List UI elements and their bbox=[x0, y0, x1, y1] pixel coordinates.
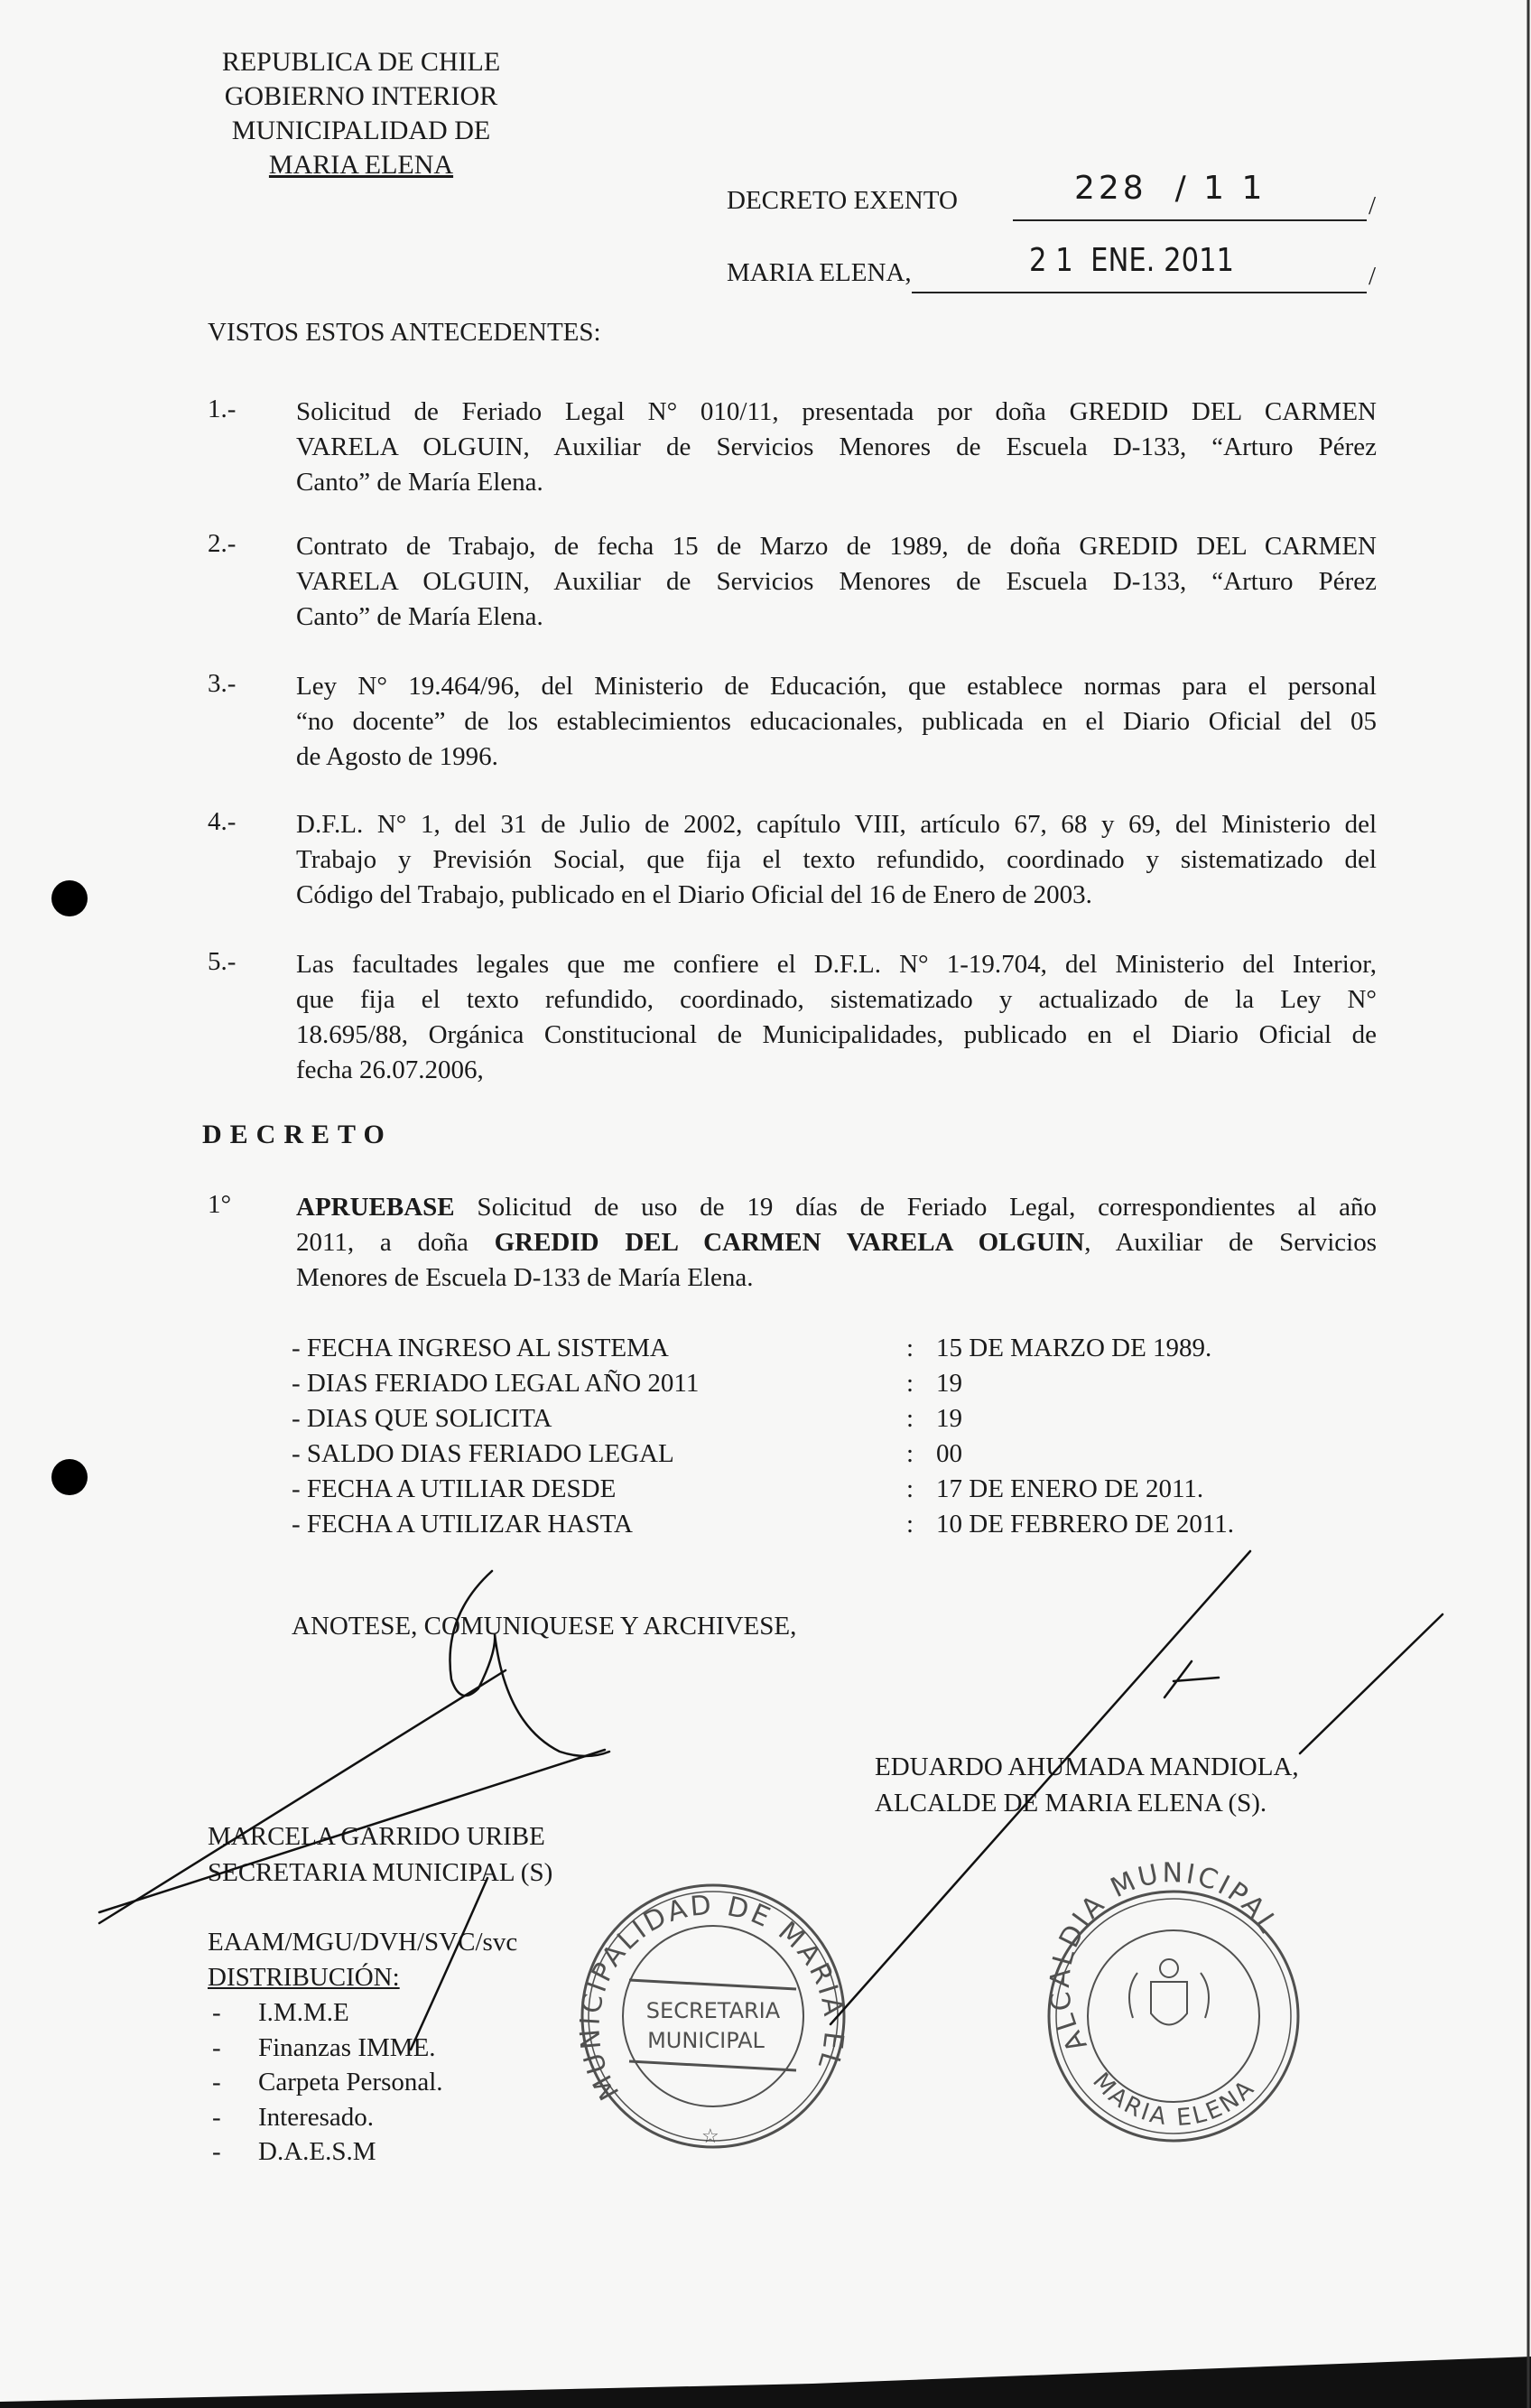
field-label: - DIAS FERIADO LEGAL AÑO 2011 bbox=[292, 1369, 700, 1398]
field-label: - FECHA A UTILIZAR HASTA bbox=[292, 1510, 633, 1539]
decree-number: 228 / 1 1 bbox=[1074, 170, 1267, 207]
decreto-title: DECRETO bbox=[202, 1120, 393, 1149]
text-line: que fija el texto refundido, coordinado, sistematizado y actualizado de la Ley N° bbox=[296, 985, 1377, 1014]
left-signatory-title: SECRETARIA MUNICIPAL (S) bbox=[208, 1858, 553, 1887]
field-value: 10 DE FEBRERO DE 2011. bbox=[936, 1510, 1235, 1539]
place-label: MARIA ELENA, bbox=[727, 258, 912, 287]
bullet-dash: - bbox=[212, 1998, 221, 2027]
text-line: 18.695/88, Orgánica Constitucional de Municipalidades, publicado en el Diario Oficial de bbox=[296, 1020, 1377, 1049]
bullet-dash: - bbox=[212, 2068, 221, 2097]
vistos-title: VISTOS ESTOS ANTECEDENTES: bbox=[208, 318, 601, 347]
scan-edge-shadow bbox=[0, 2357, 1531, 2408]
field-colon: : bbox=[906, 1369, 914, 1398]
item-number: 2.- bbox=[208, 529, 237, 558]
field-value: 17 DE ENERO DE 2011. bbox=[936, 1474, 1204, 1503]
distribution-item: Carpeta Personal. bbox=[258, 2068, 443, 2097]
text-line: Canto” de María Elena. bbox=[296, 602, 543, 631]
field-colon: : bbox=[906, 1334, 914, 1362]
text-line: Trabajo y Previsión Social, que fija el texto refundido, coordinado y sistematizado del bbox=[296, 845, 1377, 874]
stamp-ring-text: MARIA ELENA bbox=[1087, 2068, 1261, 2133]
date-stamp: 2 1 ENE. 2011 bbox=[1029, 242, 1235, 279]
stamp-ring-text: ALCALDIA MUNICIPAL bbox=[1044, 1857, 1285, 2058]
closing-formula: ANOTESE, COMUNIQUESE Y ARCHIVESE, bbox=[292, 1612, 797, 1641]
distribution-item: Interesado. bbox=[258, 2102, 375, 2132]
field-value: 19 bbox=[936, 1369, 962, 1398]
decree-label: DECRETO EXENTO bbox=[727, 186, 958, 215]
item-number: 5.- bbox=[208, 947, 237, 976]
text-line: Solicitud de Feriado Legal N° 010/11, presentada por doña GREDID DEL CARMEN bbox=[296, 397, 1377, 426]
distribution-item: D.A.E.S.M bbox=[258, 2137, 376, 2167]
text-line: Ley N° 19.464/96, del Ministerio de Educación, que establece normas para el personal bbox=[296, 672, 1377, 701]
item-number: 1.- bbox=[208, 395, 237, 423]
text-line: Código del Trabajo, publicado en el Diario Oficial del 16 de Enero de 2003. bbox=[296, 880, 1092, 909]
star-icon: ☆ bbox=[701, 2124, 719, 2147]
bullet-dash: - bbox=[212, 2102, 221, 2132]
distribution-title: DISTRIBUCIÓN: bbox=[208, 1963, 400, 1992]
date-slash: / bbox=[1369, 262, 1377, 291]
distribution-item: I.M.M.E bbox=[258, 1998, 349, 2027]
bold-text: APRUEBASE bbox=[296, 1193, 455, 1222]
right-signatory-name: EDUARDO AHUMADA MANDIOLA, bbox=[875, 1753, 1299, 1781]
text-segment: Solicitud de uso de 19 días de Feriado Legal, correspondientes al año bbox=[454, 1193, 1377, 1222]
decree-slash: / bbox=[1369, 191, 1377, 220]
field-value: 19 bbox=[936, 1404, 962, 1433]
text-line: de Agosto de 1996. bbox=[296, 742, 498, 771]
header-line: MUNICIPALIDAD DE bbox=[231, 116, 491, 145]
left-signatory-name: MARCELA GARRIDO URIBE bbox=[208, 1822, 545, 1851]
field-label: - FECHA INGRESO AL SISTEMA bbox=[292, 1334, 669, 1362]
svg-text:ALCALDIA MUNICIPAL bbox=[1044, 1857, 1285, 2057]
stamp-center-text: SECRETARIA bbox=[645, 1998, 781, 2023]
item-number: 3.- bbox=[208, 669, 237, 698]
stamp-center-text: MUNICIPAL bbox=[647, 2028, 765, 2053]
header-line: REPUBLICA DE CHILE bbox=[221, 47, 501, 77]
municipal-secretary-stamp bbox=[432, 218, 849, 2147]
distribution-item: Finanzas IMME. bbox=[258, 2032, 436, 2062]
header-line: MARIA ELENA bbox=[268, 150, 454, 180]
field-value: 00 bbox=[936, 1439, 962, 1468]
text-segment: , Auxiliar de Servicios bbox=[1084, 1228, 1377, 1257]
field-colon: : bbox=[906, 1510, 914, 1539]
text-line: “no docente” de los establecimientos educacionales, publicada en el Diario Oficial del 05 bbox=[296, 707, 1377, 736]
mayor-stamp bbox=[1044, 1857, 1298, 2141]
field-colon: : bbox=[906, 1474, 914, 1503]
handwritten-signature bbox=[99, 1551, 1443, 2050]
text-segment: Menores de Escuela D-133 de María Elena. bbox=[296, 1263, 754, 1292]
text-segment: 2011, a doña bbox=[296, 1228, 495, 1257]
item-number: 4.- bbox=[208, 807, 237, 836]
stamp-ring-text: MUNICIPALIDAD DE MARIA ELENA bbox=[432, 218, 849, 2106]
field-colon: : bbox=[906, 1404, 914, 1433]
coat-of-arms-icon bbox=[1129, 1959, 1209, 2025]
svg-text:MUNICIPALIDAD DE MARIA ELENA bbox=[432, 218, 849, 2106]
bullet-dash: - bbox=[212, 2137, 221, 2167]
field-colon: : bbox=[906, 1439, 914, 1468]
field-label: - SALDO DIAS FERIADO LEGAL bbox=[292, 1439, 674, 1468]
bold-text: GREDID DEL CARMEN VARELA OLGUIN bbox=[494, 1228, 1085, 1257]
header-line: GOBIERNO INTERIOR bbox=[224, 81, 498, 111]
field-label: - DIAS QUE SOLICITA bbox=[292, 1404, 552, 1433]
text-line: VARELA OLGUIN, Auxiliar de Servicios Menores de Escuela D-133, “Arturo Pérez bbox=[296, 567, 1377, 596]
text-line: VARELA OLGUIN, Auxiliar de Servicios Menores de Escuela D-133, “Arturo Pérez bbox=[296, 432, 1377, 461]
text-line: fecha 26.07.2006, bbox=[296, 1055, 484, 1084]
bullet-dash: - bbox=[212, 2032, 221, 2062]
text-line: Contrato de Trabajo, de fecha 15 de Marzo de 1989, de doña GREDID DEL CARMEN bbox=[296, 532, 1377, 561]
initials: EAAM/MGU/DVH/SVC/svc bbox=[208, 1928, 518, 1957]
text-line: D.F.L. N° 1, del 31 de Julio de 2002, capítulo VIII, artículo 67, 68 y 69, del Ministerio del bbox=[296, 810, 1377, 839]
right-signatory-title: ALCALDE DE MARIA ELENA (S). bbox=[875, 1789, 1267, 1818]
field-value: 15 DE MARZO DE 1989. bbox=[936, 1334, 1212, 1362]
text-line: Las facultades legales que me confiere el D.F.L. N° 1-19.704, del Ministerio del Interior, bbox=[296, 950, 1377, 979]
field-label: - FECHA A UTILIAR DESDE bbox=[292, 1474, 617, 1503]
text-line: Canto” de María Elena. bbox=[296, 468, 543, 497]
article-number: 1° bbox=[208, 1190, 232, 1219]
svg-text:MARIA ELENA bbox=[1087, 2068, 1261, 2132]
